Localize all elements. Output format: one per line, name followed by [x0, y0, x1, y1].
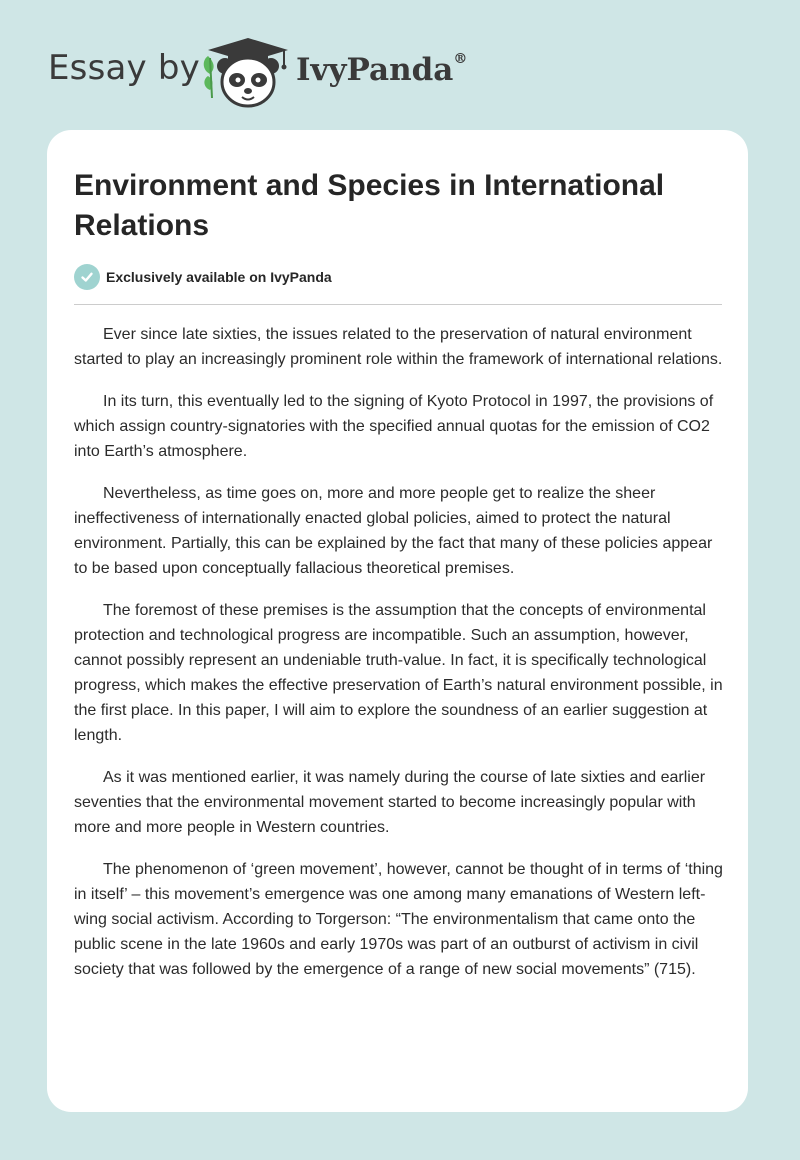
essay-card	[47, 130, 748, 1112]
check-icon	[74, 264, 100, 290]
panda-graduate-icon	[200, 36, 296, 110]
paragraph: The foremost of these premises is the assumption that the concepts of environmental protection and technological progress are incompatible. Such an assumption, however, cannot possibly represent an undeniable truth-value. In fact, it is specifically technological progress, which makes the effective preservation of Earth’s natural environment possible, in the first place. In this paper, I will aim to explore the soundness of an earlier suggestion at length.	[74, 602, 723, 744]
brand-name-text: IvyPanda	[296, 52, 454, 88]
exclusive-badge	[74, 264, 332, 290]
paragraph: As it was mentioned earlier, it was namely during the course of late sixties and earlier seventies that the environmental movement started to become increasingly popular with more and more people in Western countries.	[74, 769, 706, 836]
site-header	[0, 0, 800, 130]
divider	[74, 304, 722, 305]
registered-mark: ®	[453, 50, 468, 67]
essay-title: Environment and Species in International Relations	[74, 169, 665, 242]
paragraph: The phenomenon of ‘green movement’, however, cannot be thought of in terms of ‘thing in itself’ – this movement’s emergence was one among many emanations of Western left-wing social activism. According to Torgerson: “The environmentalism that came onto the public scene in the late 1960s and early 1970s was part of an outburst of activism in civil society that was followed by the emergence of a range of new social movements” (715).	[74, 861, 723, 978]
paragraph: Ever since late sixties, the issues related to the preservation of natural environment started to play an increasingly prominent role within the framework of international relations.	[74, 326, 723, 368]
brand-prefix: Essay by	[48, 48, 200, 88]
paragraph: In its turn, this eventually led to the signing of Kyoto Protocol in 1997, the provisions of which assign country-signatories with the specified annual quotas for the emission of CO2 into Earth’s atmosphere.	[74, 393, 714, 460]
paragraph: Nevertheless, as time goes on, more and more people get to realize the sheer ineffectiveness of internationally enacted global policies, aimed to protect the natural environment. Partially, this can be explained by the fact that many of these policies appear to be based upon conceptually fallacious theoretical premises.	[74, 485, 713, 577]
essay-body	[74, 322, 724, 999]
exclusive-badge-text: Exclusively available on IvyPanda	[106, 269, 332, 285]
brand-name[interactable]	[296, 52, 467, 88]
